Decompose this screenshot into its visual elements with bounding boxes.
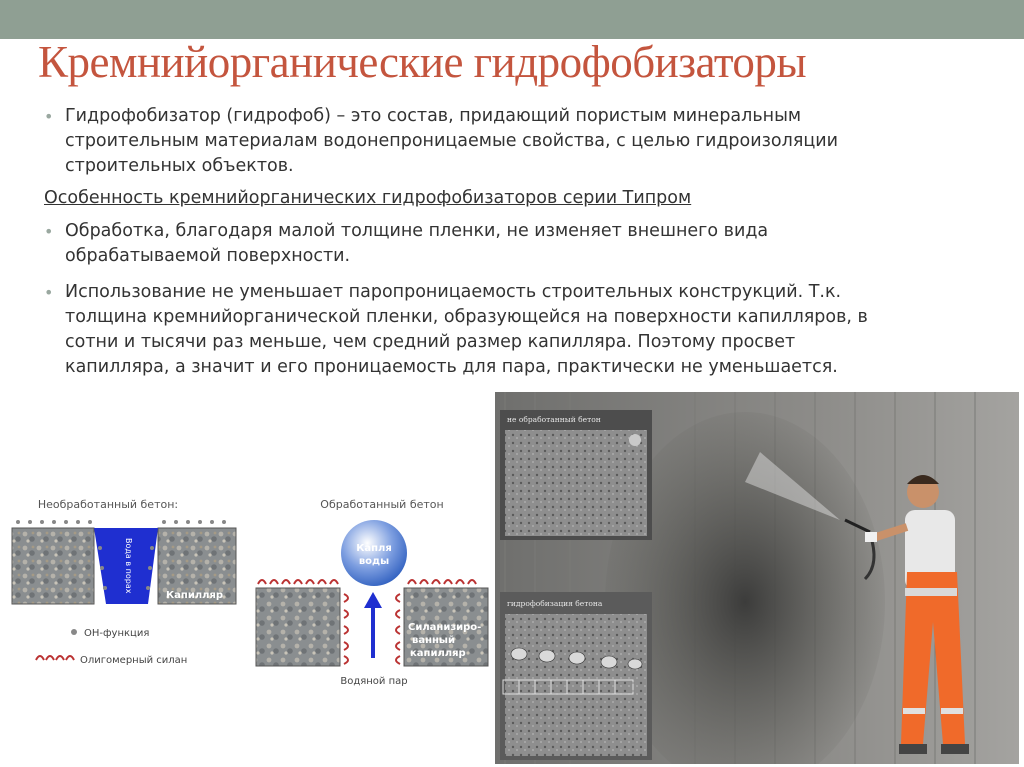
- feature-paragraph-1: [65, 219, 945, 269]
- bullet-dot: •: [44, 222, 54, 241]
- inset-top-label: не обработанный бетон: [507, 415, 601, 424]
- capillary-label: Капилляр: [166, 590, 224, 601]
- text-line: Использование не уменьшает паропроницаемость строительных конструкций. Т.к.: [65, 282, 842, 302]
- text-line: сотни и тысячи раз меньше, чем средний размер капилляра. Поэтому просвет: [65, 332, 796, 352]
- oh-legend-icon: [71, 629, 77, 635]
- drop-label-1: Капля: [356, 543, 392, 554]
- silanized-label-3: капилляр: [410, 648, 466, 659]
- untreated-texture: [505, 430, 647, 536]
- feature-paragraph-2: [65, 280, 980, 380]
- vapor-arrow: [364, 592, 382, 658]
- concrete-block-left: [256, 588, 340, 666]
- text-line: Обработка, благодаря малой толщине пленки, не изменяет внешнего вида: [65, 221, 769, 241]
- definition-paragraph: [65, 104, 985, 179]
- text-line: строительных объектов.: [65, 156, 294, 176]
- untreated-heading: Необработанный бетон:: [37, 498, 179, 511]
- drop-label-2: воды: [358, 556, 390, 567]
- subheading: Особенность кремнийорганических гидрофобизаторов серии Типром: [44, 188, 692, 208]
- silanized-label-1: Силанизиро-: [408, 622, 482, 633]
- text-line: строительным материалам водонепроницаемые свойства, с целью гидроизоляции: [65, 131, 838, 151]
- legend-oh-label: ОН-функция: [84, 628, 150, 639]
- water-drop-absorbing: [629, 434, 641, 446]
- concrete-block-left: [12, 528, 94, 604]
- water-label: Вода в порах: [124, 538, 133, 594]
- silane-legend-icon: [36, 656, 74, 660]
- treated-heading: Обработанный бетон: [320, 498, 444, 511]
- treated-texture: [505, 614, 647, 756]
- slide-title: Кремнийорганические гидрофобизаторы: [38, 37, 807, 87]
- spraying-photo: [495, 392, 1019, 764]
- text-line: обрабатываемой поверхности.: [65, 246, 351, 266]
- untreated-concrete-diagram: [8, 488, 248, 688]
- bullet-dot: •: [44, 283, 54, 302]
- text-line: капилляра, а значит и его проницаемость для пара, практически не уменьшается.: [65, 357, 838, 377]
- legend-silane-label: Олигомерный силан: [80, 655, 188, 666]
- top-bar: [0, 0, 1024, 39]
- treated-concrete-diagram: [252, 488, 498, 698]
- text-line: Гидрофобизатор (гидрофоб) – это состав, придающий пористым минеральным: [65, 106, 802, 126]
- silanized-label-2: ванный: [412, 635, 455, 646]
- vapor-label: Водяной пар: [340, 676, 408, 687]
- inset-bottom-label: гидрофобизация бетона: [507, 599, 603, 608]
- text-line: толщина кремнийорганической пленки, образующейся на поверхности капилляров, в: [65, 307, 868, 327]
- bullet-dot: •: [44, 107, 54, 126]
